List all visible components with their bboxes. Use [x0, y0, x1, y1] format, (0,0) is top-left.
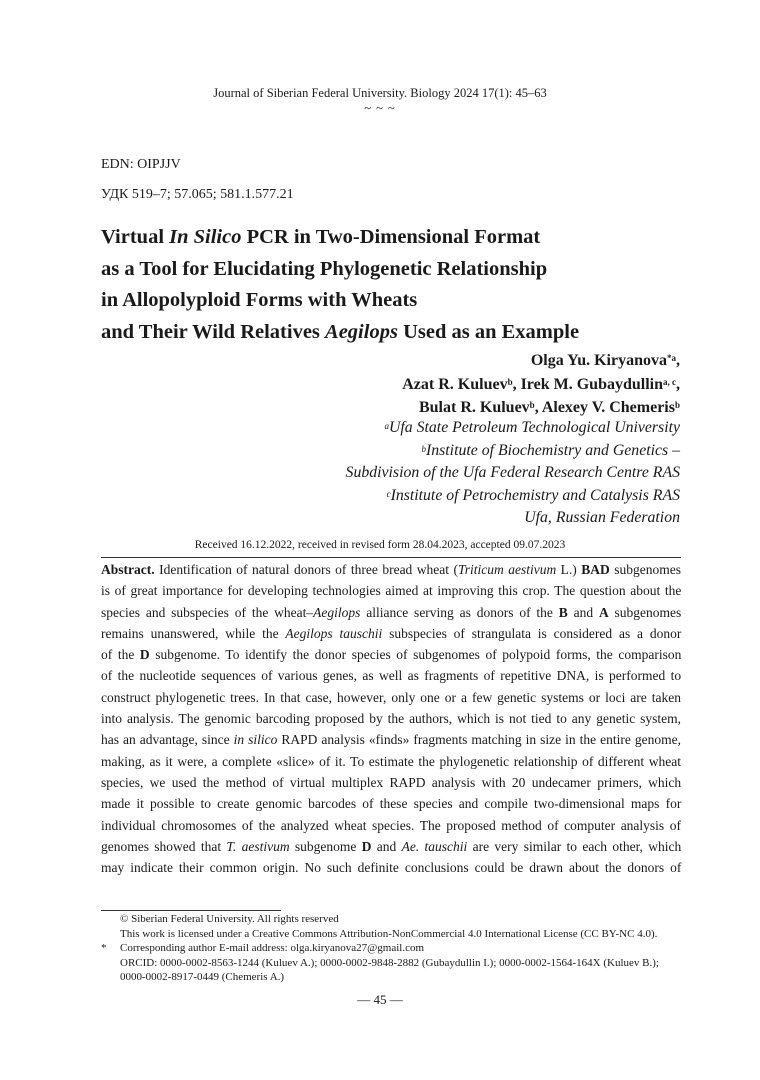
affiliation-list — [346, 417, 680, 530]
author-line-3: Bulat R. Kuluev$^b$, Alexey V. Chemeris$^b$ — [418, 399, 680, 416]
title-line-4: and Their Wild Relatives Aegilops Used as an Example — [101, 320, 580, 343]
abstract-line: construct phylogenetic trees. In that case, however, only one or a few genetic systems or loci are taken — [101, 689, 681, 705]
affiliation-city: Ufa, Russian Federation — [524, 509, 680, 526]
abstract-line: Abstract. Identification of natural donors of three bread wheat (Triticum aestivum L.) BAD subgenomes — [101, 562, 681, 577]
abstract-line: of the nucleotide sequences of various genes, as well as fragments of repetitive DNA, is performed to — [101, 668, 682, 684]
abstract-line: into analysis. The genomic barcoding proposed by the authors, which is not tied to any genetic system, — [101, 711, 682, 727]
udc-code: УДК 519–7; 57.065; 581.1.577.21 — [101, 187, 294, 202]
divider — [101, 557, 681, 558]
abstract-line: species and subspecies of the wheat–Aegilops alliance serving as donors of the B and A subgenomes — [101, 604, 682, 620]
author-line-2: Azat R. Kuluev$^b$, Irek M. Gubaydullin$^{a, c}$, — [402, 375, 680, 393]
edn-code: EDN: OIPJJV — [101, 157, 181, 172]
page-number: — 45 — — [357, 992, 403, 1007]
abstract-line: individual chromosomes of the analyzed wheat species. The proposed method of computer analysis of — [101, 817, 681, 833]
footnote-divider — [101, 910, 281, 911]
author-line-1: Olga Yu. Kiryanova$^{*a}$, — [530, 352, 680, 369]
abstract-line: species, we used the method of virtual multiplex RAPD analysis with 20 undecamer primers, which — [101, 774, 682, 790]
header-ornament: ~ ~ ~ — [364, 101, 396, 115]
abstract-label: Abstract. — [101, 562, 155, 577]
abstract-line: remains unanswered, while the Aegilops tauschii subspecies of strangulata is considered as a donor — [101, 625, 682, 641]
license-note: This work is licensed under a Creative Commons Attribution-NonCommercial 4.0 International License (CC BY-NC 4.0). — [120, 927, 658, 940]
title-line-1: Virtual In Silico PCR in Two-Dimensional Format — [101, 226, 541, 248]
footnotes — [101, 912, 691, 985]
abstract-line: genomes showed that T. aestivum subgenome D and Ae. tauschii are very similar to each other, which — [101, 838, 682, 854]
affiliation-c: $^c$Institute of Petrochemistry and Catalysis RAS — [386, 486, 680, 504]
abstract-line: made it possible to create genomic barcodes of these species and compile two-dimensional maps for — [101, 796, 682, 812]
article-title — [101, 222, 681, 348]
abstract-line: making, as it were, a complete «slice» of it. To estimate the phylogenetic relationship of different wheat — [101, 753, 681, 769]
abstract-line: may indicate their common origin. No such definite conclusions could be drawn about the donors of — [101, 860, 682, 876]
received-dates: Received 16.12.2022, received in revised form 28.04.2023, accepted 09.07.2023 — [194, 539, 566, 551]
journal-header: Journal of Siberian Federal University. Biology 2024 17(1): 45–63 — [213, 86, 547, 100]
affiliation-b-cont: Subdivision of the Ufa Federal Research Centre RAS — [345, 464, 680, 481]
footnote-star: * — [101, 942, 107, 954]
abstract-line: has an advantage, since in silico RAPD analysis «finds» fragments matching in size in the entire genome, — [101, 732, 682, 748]
orcid-note: ORCID: 0000-0002-8563-1244 (Kuluev A.); 0000-0002-9848-2882 (Gubaydullin I.); 0000-0002-1564-164X (Kuluev B.); — [120, 956, 659, 969]
affiliation-a: $^a$Ufa State Petroleum Technological University — [384, 419, 680, 436]
abstract-line: of the D subgenome. To identify the donor species of subgenomes of polypoid forms, the comparison — [101, 647, 682, 663]
title-line-3: in Allopolyploid Forms with Wheats — [101, 289, 418, 311]
abstract-line: is of great importance for developing technologies aimed at improving this crop. The question about the — [101, 583, 682, 599]
corresponding-note: * Corresponding author E-mail address: olga.kiryanova27@gmail.com — [101, 942, 425, 954]
copyright-note: © Siberian Federal University. All rights reserved — [120, 913, 339, 925]
orcid-note-cont: 0000-0002-8917-0449 (Chemeris A.) — [120, 971, 285, 983]
title-line-2: as a Tool for Elucidating Phylogenetic Relationship — [101, 257, 548, 280]
author-list — [402, 349, 680, 420]
affiliation-b: $^b$Institute of Biochemistry and Genetics – — [421, 441, 680, 459]
abstract — [101, 559, 681, 878]
